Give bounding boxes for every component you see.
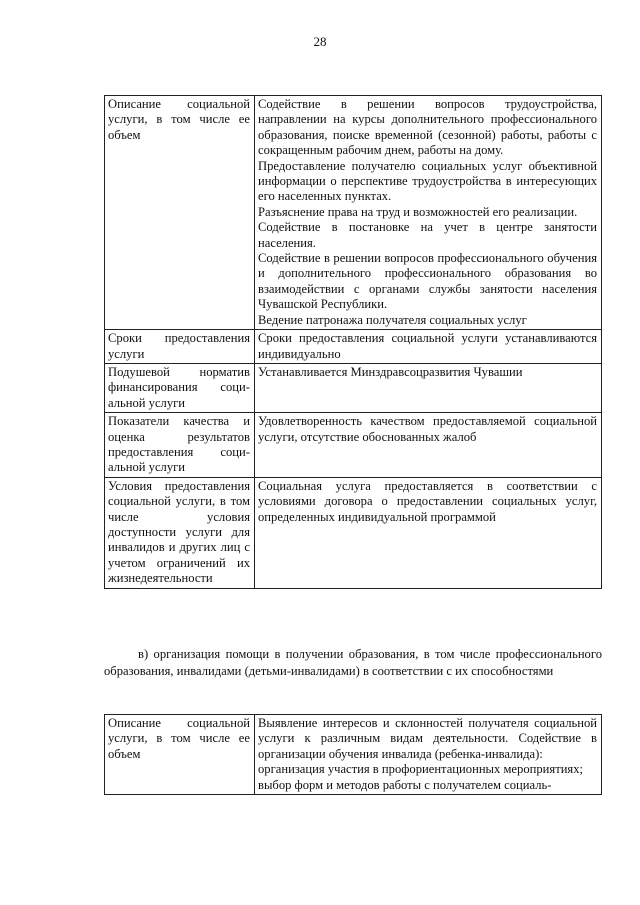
- section-text: в) организация помощи в получении образования, в том числе профессионального образования, инвалидами (детьми-инвалидами) в соответствии с их способностями: [104, 647, 602, 678]
- page-number: 28: [313, 34, 327, 49]
- content-paragraph: Предоставление получателю социальных услуг объективной информации о перспективе трудоустройства в интересующих его населенных пунктах.: [258, 158, 597, 204]
- section-heading-paragraph: [104, 646, 602, 680]
- row-label: Условия предоставления социальной услуги, в том числе условия доступности услуги для инвалидов и других лиц с учетом ограничений их жизнедеятельности: [105, 477, 255, 588]
- service-table-employment: [104, 95, 602, 589]
- content-paragraph: Ведение патронажа получателя социальных услуг: [258, 312, 527, 327]
- table-row: [105, 715, 602, 795]
- row-content: [255, 413, 602, 478]
- table-row: [105, 363, 602, 412]
- row-label: Описание социальной услуги, в том числе ее объем: [105, 715, 255, 795]
- content-paragraph: Социальная услуга предоставляется в соответствии с условиями договора о предоставлении социальных услуг, определенных индивидуальной программой: [258, 478, 597, 524]
- content-paragraph: Устанавливается Минздравсоцразвития Чувашии: [258, 364, 523, 379]
- content-paragraph: Выявление интересов и склонностей получателя социальной услуги к различным видам деятельности. Содействие в организации обучения инвалида (ребенка-инвалида):: [258, 716, 597, 761]
- row-content: [255, 715, 602, 795]
- table-row: [105, 413, 602, 478]
- row-label: Показатели качества и оценка результатов предоставления социальной услуги: [105, 413, 255, 478]
- row-content: [255, 363, 602, 412]
- row-label: Сроки предоставления услуги: [105, 330, 255, 364]
- content-paragraph: выбор форм и методов работы с получателем социаль-: [258, 777, 552, 792]
- content-paragraph: Содействие в решении вопросов профессионального обучения и дополнительного профессионального образования во взаимодействии с органами службы занятости населения Чувашской Республики.: [258, 251, 597, 312]
- content-paragraph: Разъяснение права на труд и возможностей его реализации.: [258, 204, 578, 219]
- content-paragraph: Сроки предоставления социальной услуги устанавливаются индивидуально: [258, 331, 597, 361]
- service-table-education: [104, 714, 602, 795]
- content-paragraph: Содействие в постановке на учет в центре занятости населения.: [258, 220, 597, 250]
- content-paragraph: Содействие в решении вопросов трудоустройства, направлении на курсы дополнительного профессионального образования, поиске временной (сезонной) работы, работы с сокращенным рабочим днем, работы на дому.: [258, 97, 597, 158]
- row-label: Подушевой норматив финансирования социальной услуги: [105, 363, 255, 412]
- row-content: [255, 477, 602, 588]
- content-paragraph: организация участия в профориентационных мероприятиях;: [258, 762, 584, 777]
- row-content: [255, 330, 602, 364]
- row-content: [255, 96, 602, 330]
- table-row: [105, 96, 602, 330]
- content-paragraph: Удовлетворенность качеством предоставляемой социальной услуги, отсутствие обоснованных жалоб: [258, 414, 597, 444]
- table-row: [105, 330, 602, 364]
- table-row: [105, 477, 602, 588]
- row-label: Описание социальной услуги, в том числе ее объем: [105, 96, 255, 330]
